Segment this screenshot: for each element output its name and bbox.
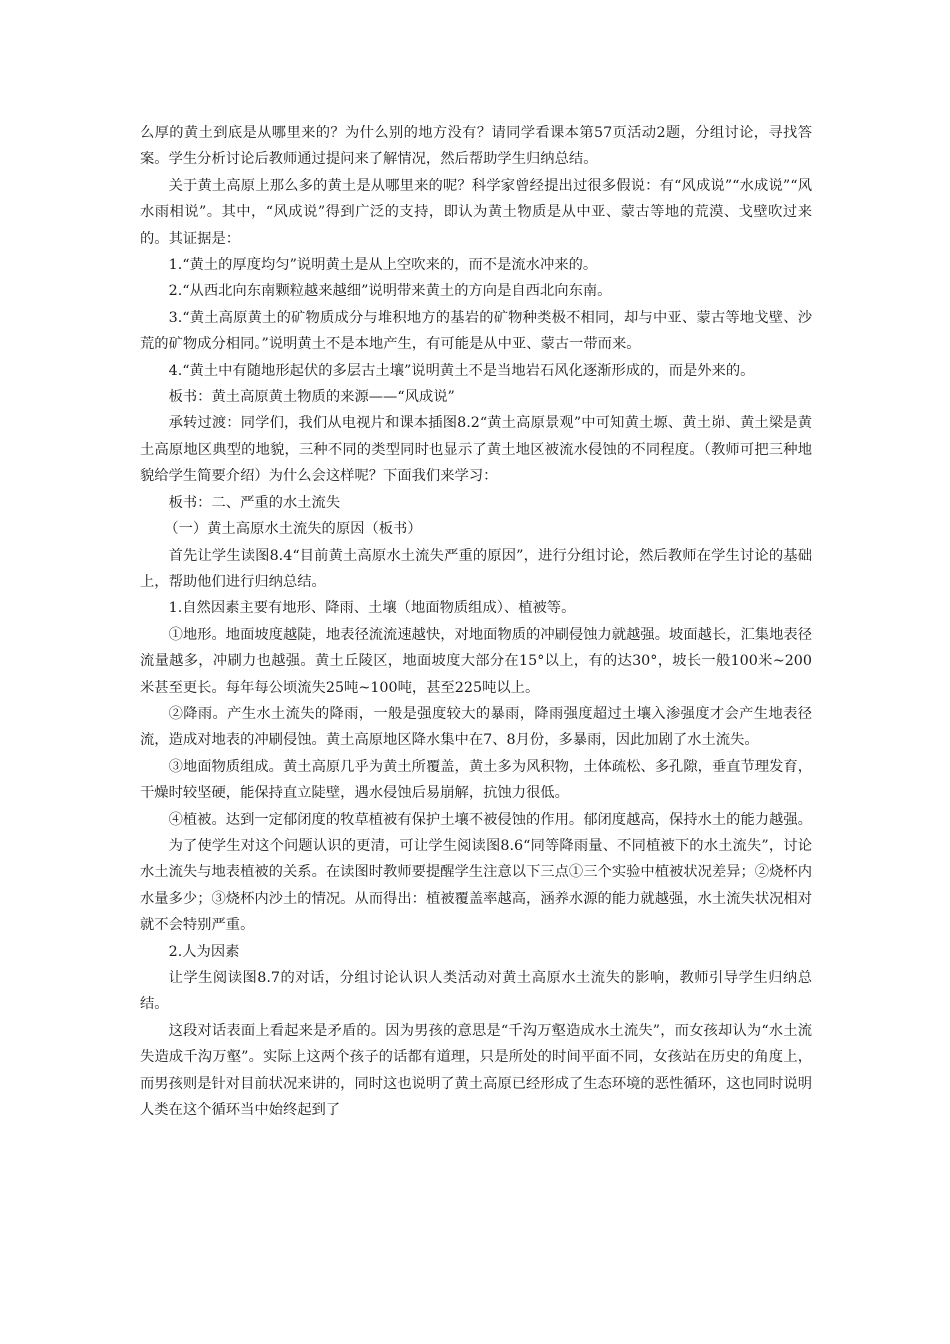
paragraph: 么厚的黄土到底是从哪里来的？为什么别的地方没有？请同学看课本第57页活动2题，分组讨论，寻找答案。学生分析讨论后教师通过提问来了解情况，然后帮助学生归纳总结。 [140, 125, 812, 168]
blackboard-note: 板书：二、严重的水土流失 [168, 494, 341, 511]
paragraph: 这段对话表面上看起来是矛盾的。因为男孩的意思是“千沟万壑造成水土流失”，而女孩却认为“水土流失造成千沟万壑”。实际上这两个孩子的话都有道理，只是所处的时间平面不同，女孩站在历史的角度上，而男孩则是针对目前状况来讲的，同时这也说明了黄土高原已经形成了生态环境的恶性循环，这也同时说明人类在这个循环当中始终起到了 [140, 1022, 812, 1119]
paragraph: 首先让学生读图8.4“目前黄土高原水土流失严重的原因”，进行分组讨论，然后教师在学生讨论的基础上，帮助他们进行归纳总结。 [140, 547, 812, 590]
paragraph: ①地形。地面坡度越陡，地表径流流速越快，对地面物质的冲刷侵蚀力就越强。坡面越长，汇集地表径流量越多，冲刷力也越强。黄土丘陵区，地面坡度大部分在15°以上，有的达30°，坡长一般100米~200米甚至更长。每年每公顷流失25吨~100吨，甚至225吨以上。 [140, 626, 812, 696]
paragraph: 2.“从西北向东南颗粒越来越细”说明带来黄土的方向是自西北向东南。 [168, 283, 612, 300]
paragraph: ②降雨。产生水土流失的降雨，一般是强度较大的暴雨，降雨强度超过土壤入渗强度才会产生地表径流，造成对地表的冲刷侵蚀。黄土高原地区降水集中在7、8月份，多暴雨，因此加剧了水土流失。 [140, 705, 812, 749]
paragraph: 1.自然因素主要有地形、降雨、土壤（地面物质组成）、植被等。 [168, 600, 576, 617]
paragraph: 4.“黄土中有随地形起伏的多层古土壤”说明黄土不是当地岩石风化逐渐形成的，而是外来的。 [168, 362, 755, 379]
paragraph: 2.人为因素 [168, 943, 240, 960]
paragraph: ③地面物质组成。黄土高原几乎为黄土所覆盖，黄土多为风积物，土体疏松、多孔隙，垂直节理发育，干燥时较坚硬，能保持直立陡壁，遇水侵蚀后易崩解，抗蚀力很低。 [140, 758, 812, 802]
blackboard-note: 板书：黄土高原黄土物质的来源——“风成说” [168, 389, 455, 406]
section-heading: （一）黄土高原水土流失的原因（板书） [164, 521, 422, 538]
paragraph: 让学生阅读图8.7的对话，分组讨论认识人类活动对黄土高原水土流失的影响，教师引导学生归纳总结。 [140, 970, 812, 1013]
paragraph: 1.“黄土的厚度均匀”说明黄土是从上空吹来的，而不是流水冲来的。 [168, 257, 598, 274]
document-page [140, 120, 812, 1123]
paragraph: 3.“黄土高原黄土的矿物质成分与堆积地方的基岩的矿物种类极不相同，却与中亚、蒙古等地戈壁、沙荒的矿物成分相同。”说明黄土不是本地产生，有可能是从中亚、蒙古一带而来。 [140, 309, 812, 353]
paragraph: ④植被。达到一定郁闭度的牧草植被有保护土壤不被侵蚀的作用。郁闭度越高，保持水土的能力越强。 [168, 811, 812, 828]
paragraph: 关于黄土高原上那么多的黄土是从哪里来的呢？科学家曾经提出过很多假说：有“风成说”“水成说”“风水雨相说”。其中，“风成说”得到广泛的支持，即认为黄土物质是从中亚、蒙古等地的荒漠、戈壁吹过来的。其证据是： [140, 177, 812, 247]
paragraph: 承转过渡：同学们，我们从电视片和课本插图8.2“黄土高原景观”中可知黄土塬、黄土峁、黄土梁是黄土高原地区典型的地貌，三种不同的类型同时也显示了黄土地区被流水侵蚀的不同程度。（教师可把三种地貌给学生简要介绍）为什么会这样呢？下面我们来学习： [140, 415, 812, 485]
paragraph: 为了使学生对这个问题认识的更清，可让学生阅读图8.6“同等降雨量、不同植被下的水土流失”，讨论水土流失与地表植被的关系。在读图时教师要提醒学生注意以下三点①三个实验中植被状况差异；②烧杯内水量多少；③烧杯内沙土的情况。从而得出：植被覆盖率越高，涵养水源的能力就越强，水土流失状况相对就不会特别严重。 [140, 837, 812, 934]
